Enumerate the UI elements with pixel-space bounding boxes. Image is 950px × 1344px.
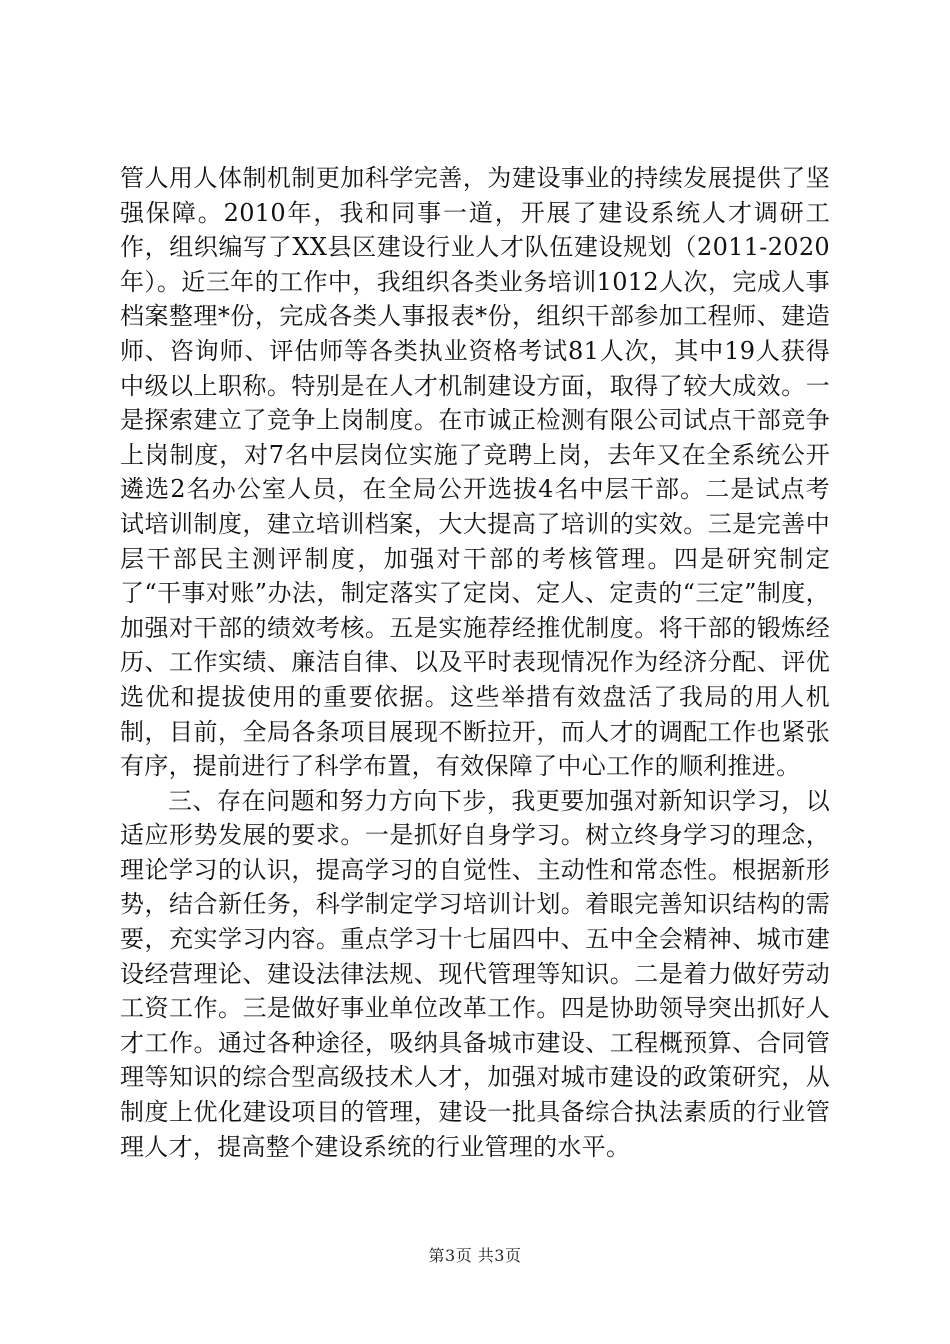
document-body (120, 161, 830, 1164)
body-paragraph-2: 三、存在问题和努力方向下步，我更要加强对新知识学习，以适应形势发展的要求。一是抓好自身学习。树立终身学习的理念，理论学习的认识，提高学习的自觉性、主动性和常态性。根据新形势，结合新任务，科学制定学习培训计划。着眼完善知识结构的需要，充实学习内容。重点学习十七届四中、五中全会精神、城市建设经营理论、建设法律法规、现代管理等知识。二是着力做好劳动工资工作。三是做好事业单位改革工作。四是协助领导突出抓好人才工作。通过各种途径，吸纳具备城市建设、工程概预算、合同管理等知识的综合型高级技术人才，加强对城市建设的政策研究，从制度上优化建设项目的管理，建设一批具备综合执法素质的行业管理人才，提高整个建设系统的行业管理的水平。 (120, 786, 830, 1161)
body-paragraph-1: 管人用人体制机制更加科学完善，为建设事业的持续发展提供了坚强保障。2010年，我和同事一道，开展了建设系统人才调研工作，组织编写了XX县区建设行业人才队伍建设规划（2011-2020年）。近三年的工作中，我组织各类业务培训1012人次，完成人事档案整理*份，完成各类人事报表*份，组织干部参加工程师、建造师、咨询师、评估师等各类执业资格考试81人次，其中19人获得中级以上职称。特别是在人才机制建设方面，取得了较大成效。一是探索建立了竞争上岗制度。在市诚正检测有限公司试点干部竞争上岗制度，对7名中层岗位实施了竞聘上岗，去年又在全系统公开遴选2名办公室人员，在全局公开选拔4名中层干部。二是试点考试培训制度，建立培训档案，大大提高了培训的实效。三是完善中层干部民主测评制度，加强对干部的考核管理。四是研究制定了“干事对账”办法，制定落实了定岗、定人、定责的“三定”制度，加强对干部的绩效考核。五是实施荐经推优制度。将干部的锻炼经历、工作实绩、廉洁自律、以及平时表现情况作为经济分配、评优选优和提拔使用的重要依据。这些举措有效盘活了我局的用人机制，目前，全局各条项目展现不断拉开，而人才的调配工作也紧张有序，提前进行了科学布置，有效保障了中心工作的顺利推进。 (120, 164, 830, 781)
page-footer: 第3页 共3页 (428, 1246, 522, 1265)
